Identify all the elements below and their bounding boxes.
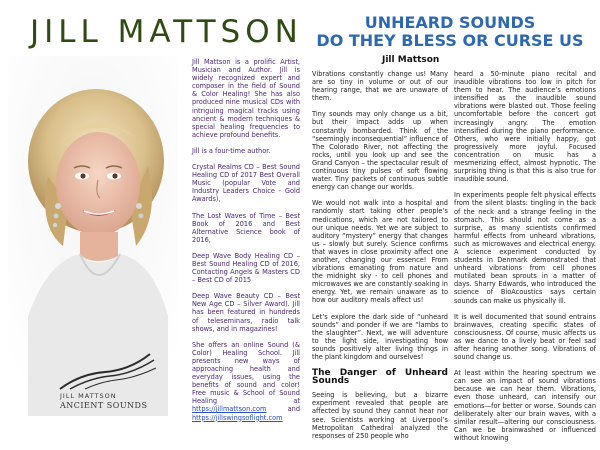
article-paragraph: Let’s explore the dark side of “unheard sounds” and ponder if we are “lambs to the slaughter”. Next, we will adventure to the light side, investigating how sounds positively alter living things in the plant kingdom and ourselves! xyxy=(312,312,448,361)
bio-paragraph: Deep Wave Body Healing CD – Best Sound Healing CD of 2016, Contacting Angels & Masters CD – Best CD of 2015 xyxy=(192,251,300,285)
article-column-1 xyxy=(312,70,448,448)
bio-paragraph: Jill Mattson is a prolific Artist, Musician and Author. Jill is widely recognized expert and composer in the field of Sound & Color Healing! She has also produced nine musical CDs with intriguing magical tracks using ancient & modern techniques & special healing frequencies to achieve profound benefits. xyxy=(192,58,300,139)
bio-paragraph: Deep Wave Beauty CD – Best New Age CD – Silver Award). Jill has been featured in hundreds of teleseminars, radio talk shows, and in magazines! xyxy=(192,292,300,333)
bio-paragraph: Crystal Realms CD – Best Sound Healing CD of 2017 Best Overall Music (popular Vote and Industry Leaders Choice - Gold Awards), xyxy=(192,163,300,204)
article-paragraph: Tiny sounds may only change us a bit, but their impact adds up when constantly bombarded. Think of the “seemingly inconsequential” influence of The Colorado River, not affecting the rocks, until you look up and see the Grand Canyon – the spectacular result of continuous tiny pulses of soft flowing water. Tiny packets of continuous subtle energy can change our worlds. xyxy=(312,110,448,192)
bio-text: She offers an online Sound (& Color) Healing School. Jill presents new ways of approaching health and everyday issues, using the benefits of sound and color! Free music & School of Sound Healing at xyxy=(192,340,300,406)
headline-line-1: UNHEARD SOUNDS xyxy=(364,13,536,32)
bio-paragraph xyxy=(192,341,300,422)
article-paragraph: We would not walk into a hospital and randomly start taking other people’s medications, which are not tailored to our unique needs. Yet we are subject to auditory “mystery” energy that changes us – slowly but surely. Science confirms that waves in close proximity affect one another, changing our essence! From vibrations emanating from nature and the midnight sky - to cell phones and microwaves we are constantly soaking in energy. Yet, we remain unaware as to how our auditory meals affect us! xyxy=(312,199,448,305)
wings-of-light-link[interactable]: https://jillswingsoflight.com xyxy=(192,413,283,422)
article-paragraph: heard a 50-minute piano recital and inaudible vibrations too low in pitch for them to hear. The audience’s emotions intensified as the inaudible sound vibrations were blasted out. Those feeling uncomfortable before the concert got increasingly angry. The emotion intensified during the piano performance. Others, who were initially happy, got progressively more joyful. Focused concentration on music has a mesmerizing effect, almost hypnotic. The surprising thing is that this is also true for inaudible sound. xyxy=(454,70,596,184)
section-heading: The Danger of Unheard Sounds xyxy=(312,368,448,387)
bio-paragraph: The Lost Waves of Time – Best Book of 2016 and Best Alternative Science book of 2016, xyxy=(192,211,300,244)
logo-name: JILL MATTSON xyxy=(60,392,117,400)
headline-line-2: DO THEY BLESS OR CURSE US xyxy=(316,31,584,50)
bio-conjunction: and xyxy=(287,405,300,414)
brand-title: JILL MATTSON xyxy=(30,14,303,50)
article-paragraph: Vibrations constantly change us! Many are so tiny in volume or out of our hearing range, that we are unaware of them. xyxy=(312,70,448,103)
article-byline: Jill Mattson xyxy=(382,55,440,65)
article-paragraph: At least within the hearing spectrum we can see an impact of sound vibrations because we can hear them. Vibrations, even those unheard, can intensify our emotions—for better or worse. Sounds can deliberately alter our brain waves, with a similar result—altering our consciousness. Can we be brainwashed or influenced without knowing xyxy=(454,369,596,442)
article-column-2 xyxy=(454,70,596,450)
logo-tagline: ANCIENT SOUNDS xyxy=(60,401,148,410)
author-bio xyxy=(192,58,300,430)
article-headline xyxy=(305,14,595,50)
article-paragraph: It is well documented that sound entrains brainwaves, creating specific states of consciousness. Of course, music affects us as we dance to a lively beat or feel sad after hearing another song. Vibrations of sound change us. xyxy=(454,312,596,362)
bio-paragraph: Jill is a four-time author. xyxy=(192,146,271,155)
article-paragraph: In experiments people felt physical effects from the silent blasts: tingling in the back of the neck and a strange feeling in the stomach. This should not come as a surprise, as many scientists confirmed harmful effects from unheard vibrations, such as microwaves and electrical energy. A science experiment conducted by students in Denmark demonstrated that unheard vibrations from cell phones mutilated bean sprouts in a matter of days. Sharry Edwards, who introduced the science of BioAcoustics says certain sounds can make us physically ill. xyxy=(454,191,596,305)
article-paragraph: Seeing is believing, but a bizarre experiment revealed that people are affected by sound they cannot hear nor see. Scientists working at Liverpool’s Metropolitan Cathedral analyzed the responses of 250 people who xyxy=(312,391,448,440)
website-link[interactable]: https://jillmattson.com xyxy=(192,405,267,414)
